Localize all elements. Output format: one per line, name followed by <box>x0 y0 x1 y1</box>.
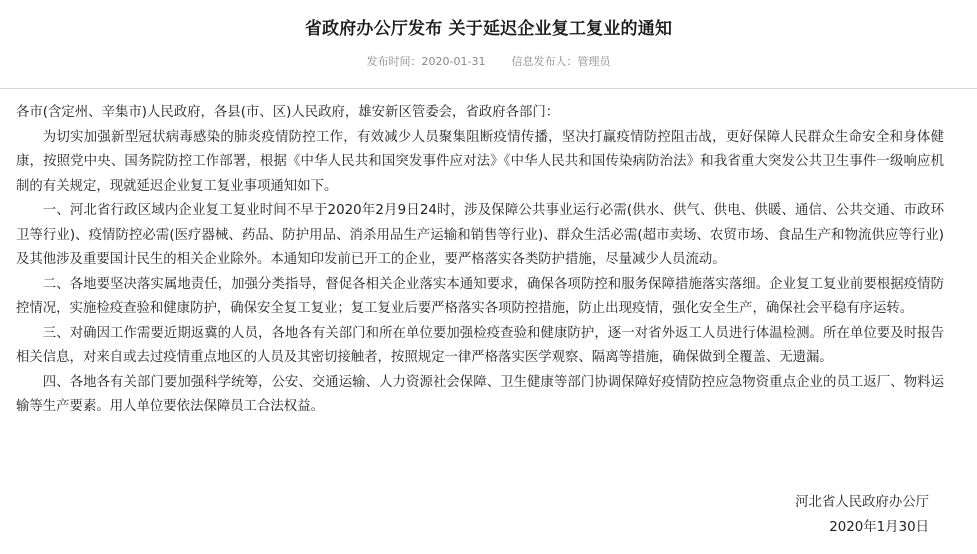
paragraph-item-2: 二、各地要坚决落实属地责任，加强分类指导，督促各相关企业落实本通知要求，确保各项防控和服务保障措施落实落细。企业复工复业前要根据疫情防控情况，实施检疫查验和健康防护，确保安全复工复业；复工复业后要严格落实各项防控措施，防止出现疫情，强化安全生产，确保社会平稳有序运转。 <box>16 276 944 316</box>
paragraph-intro: 为切实加强新型冠状病毒感染的肺炎疫情防控工作，有效减少人员聚集阻断疫情传播，坚决打赢疫情防控阻击战，更好保障人民群众生命安全和身体健康，按照党中央、国务院防控工作部署，根据《中华人民共和国突发事件应对法》《中华人民共和国传染病防治法》和我省重大突发公共卫生事件一级响应机制的有关规定，现就延迟企业复工复业事项通知如下。 <box>16 129 944 194</box>
article-header <box>0 0 977 89</box>
salutation: 各市(含定州、辛集市)人民政府，各县(市、区)人民政府，雄安新区管委会，省政府各部门： <box>16 105 560 120</box>
article-title: 省政府办公厅发布 关于延迟企业复工复业的通知 <box>304 19 673 39</box>
paragraph-item-3: 三、对确因工作需要近期返冀的人员，各地各有关部门和所在单位要加强检疫查验和健康防护，逐一对省外返工人员进行体温检测。所在单位要及时报告相关信息，对来自或去过疫情重点地区的人员及其密切接触者，按照规定一律严格落实医学观察、隔离等措施，确保做到全覆盖、无遗漏。 <box>16 325 944 365</box>
issue-date: 2020年1月30日 <box>829 519 929 535</box>
publish-time: 发布时间：2020-01-31 <box>366 55 486 68</box>
issuer-name: 河北省人民政府办公厅 <box>795 495 929 510</box>
publisher: 信息发布人：管理员 <box>511 55 611 68</box>
paragraph-item-4: 四、各地各有关部门要加强科学统筹，公安、交通运输、人力资源社会保障、卫生健康等部门协调保障好疫情防控应急物资重点企业的员工返厂、物料运输等生产要素。用人单位要依法保障员工合法权益。 <box>16 374 944 414</box>
article-meta <box>0 53 977 69</box>
paragraph-item-1: 一、河北省行政区域内企业复工复业时间不早于2020年2月9日24时，涉及保障公共事业运行必需(供水、供气、供电、供暖、通信、公共交通、市政环卫等行业)、疫情防控必需(医疗器械、药品、防护用品、消杀用品生产运输和销售等行业)、群众生活必需(超市卖场、农贸市场、食品生产和物流供应等行业)及其他涉及重要国计民生的相关企业除外。本通知印发前已开工的企业，要严格落实各类防护措施，尽量减少人员流动。 <box>16 203 944 267</box>
signature-block <box>795 491 929 540</box>
article-body <box>16 101 944 420</box>
